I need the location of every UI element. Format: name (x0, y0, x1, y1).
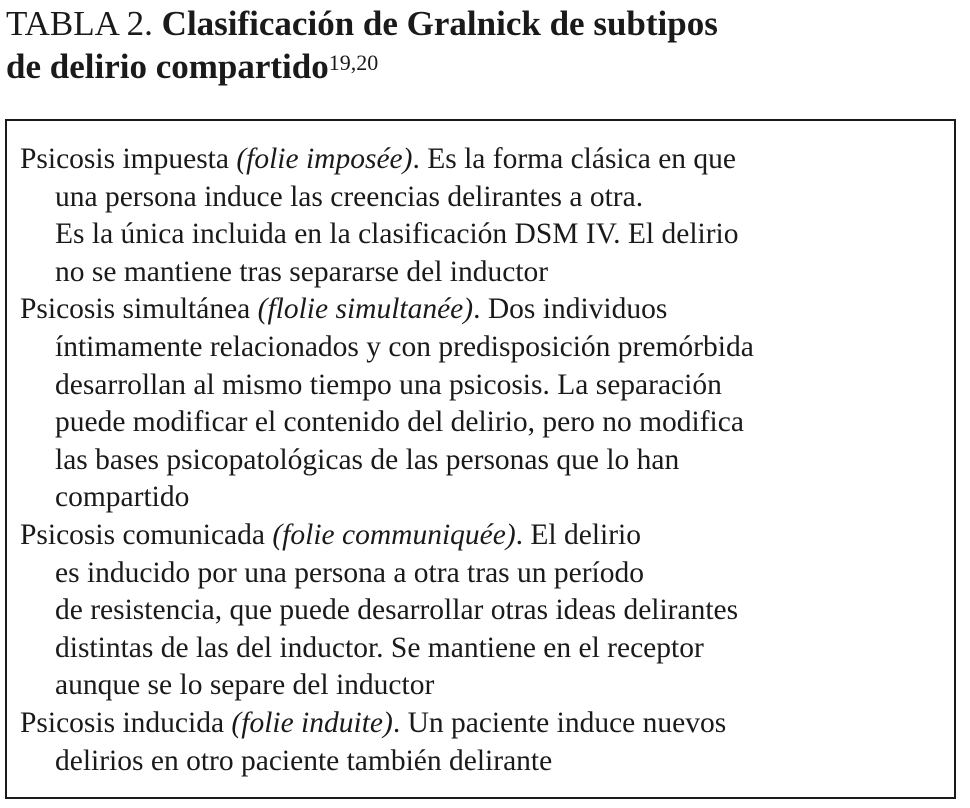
entry-text: aunque se lo separe del inductor (55, 669, 435, 702)
table-entry-psicosis-impuesta (20, 141, 950, 291)
entry-term: Psicosis inducida (20, 706, 225, 739)
entry-latin-term: (folie induite) (231, 706, 393, 739)
table-entry-psicosis-inducida (20, 705, 950, 780)
entry-text: . Un paciente induce nuevos (392, 706, 727, 739)
entry-latin-term: (folie imposée) (236, 143, 413, 175)
table-entry-psicosis-comunicada (20, 517, 950, 705)
entry-text: . El delirio (515, 518, 642, 551)
title-text-part-1: Clasificación de Gralnick de subtipos (161, 4, 718, 43)
entry-first-line (20, 517, 950, 555)
table-entry-psicosis-simultanea (20, 291, 950, 517)
entry-text: . Dos individuos (473, 293, 668, 326)
entry-text: Es la única incluida en la clasificación DSM IV. El delirio (55, 218, 739, 251)
entry-text: . Es la forma clásica en que (412, 143, 737, 175)
entry-text: de resistencia, que puede desarrollar otras ideas delirantes (55, 594, 739, 627)
table-title (6, 2, 961, 88)
entry-latin-term: (flolie simultanée) (257, 293, 474, 326)
table-frame (5, 119, 956, 799)
entry-text: puede modificar el contenido del delirio, pero no modifica (55, 406, 744, 439)
entry-first-line (20, 705, 950, 743)
title-text-part-2: de delirio compartido (6, 47, 329, 86)
entry-term: Psicosis impuesta (20, 143, 229, 175)
entry-text: distintas de las del inductor. Se mantiene en el receptor (55, 631, 704, 664)
entry-text: las bases psicopatológicas de las personas que lo han (55, 443, 680, 476)
entry-term: Psicosis comunicada (20, 518, 265, 551)
entry-text: una persona induce las creencias delirantes a otra. (55, 180, 644, 213)
title-line-2 (6, 45, 961, 88)
entry-text: desarrollan al mismo tiempo una psicosis. La separación (55, 368, 722, 401)
entry-term: Psicosis simultánea (20, 293, 251, 326)
entry-latin-term: (folie communiquée) (272, 518, 516, 551)
entry-text: compartido (55, 481, 190, 514)
entry-first-line (20, 141, 950, 179)
table-number-label: TABLA 2. (6, 4, 153, 43)
table-body (20, 141, 950, 780)
entry-text: es inducido por una persona a otra tras un período (55, 556, 645, 589)
entry-text: no se mantiene tras separarse del inductor (55, 255, 549, 288)
entry-text: delirios en otro paciente también delirante (55, 744, 553, 777)
entry-text: íntimamente relacionados y con predisposición premórbida (55, 330, 754, 363)
entry-first-line (20, 291, 950, 329)
title-line-1 (6, 2, 961, 45)
reference-superscript: 19,20 (328, 50, 379, 75)
